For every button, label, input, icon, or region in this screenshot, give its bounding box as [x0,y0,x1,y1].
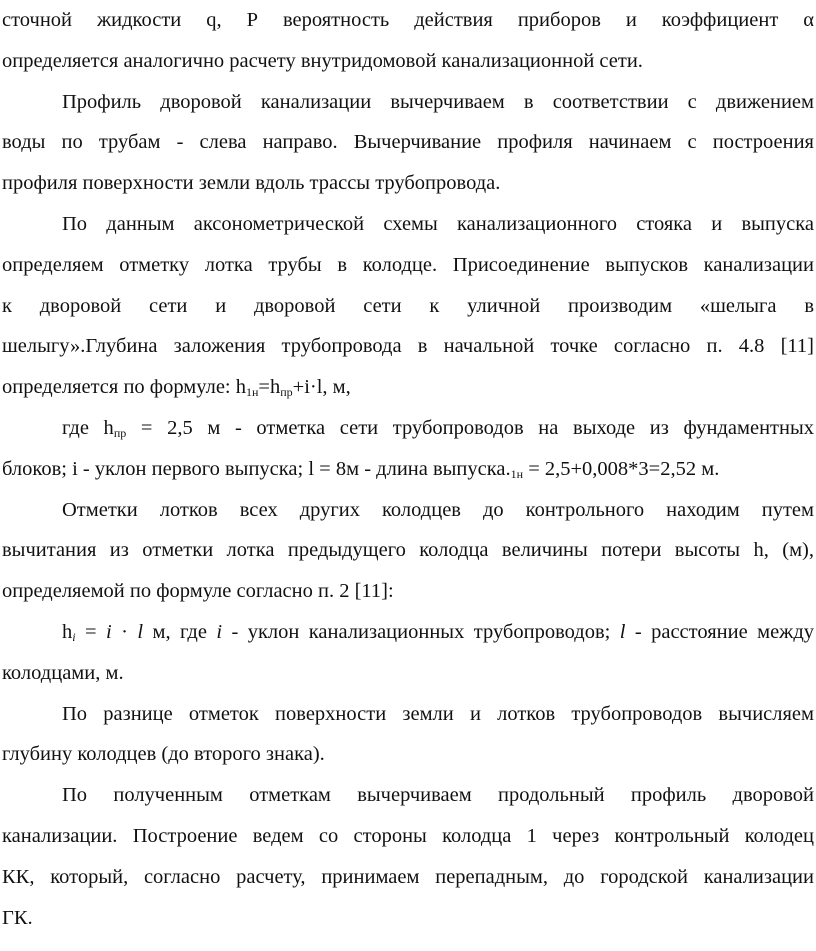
text-line: Профиль дворовой канализации вычерчиваем в соответствии с движением [62,90,814,113]
text-line: канализации. Построение ведем со стороны колодца 1 через контрольный колодец [2,824,814,847]
text-line: профиля поверхности земли вдоль трассы трубопровода. [2,172,501,195]
text-line: сточной жидкости q, Р вероятность действия приборов и коэффициент α [2,9,814,31]
text-line: ГК. [2,906,33,929]
formula-line: определяется по формуле: $h_{1н}=h_{пр}+i\cdot l$, м, [2,376,351,400]
paragraph-2 [2,82,814,204]
text-line: определяем отметку лотка трубы в колодце. Присоединение выпусков канализации [2,253,814,276]
text-line: колодцами, м. [2,661,124,684]
paragraph-4 [2,408,814,490]
paragraph-5 [2,490,814,612]
paragraph-6 [2,612,814,694]
text-line: По разнице отметок поверхности земли и лотков трубопроводов вычисляем [62,702,814,725]
text-line: По данным аксонометрической схемы канализационного стояка и выпуска [62,212,814,235]
paragraph-8 [2,775,814,938]
text-line: где $h_{пр} = 2,5$ м - отметка сети трубопроводов на выходе из фундаментных [62,416,814,440]
text-line: Отметки лотков всех других колодцев до контрольного находим путем [62,498,814,521]
text-line: КК, который, согласно расчету, принимаем перепадным, до городской канализации [2,865,814,888]
text-line: определяемой по формуле согласно п. 2 [11]: [2,580,394,603]
paragraph-7 [2,694,814,776]
text-line: По полученным отметкам вычерчиваем продольный профиль дворовой [62,784,814,807]
text-line: глубину колодцев (до второго знака). [2,743,325,766]
text-line: к дворовой сети и дворовой сети к уличной производим «шелыга в [2,294,814,317]
formula-line: $h_i = i \cdot l$ м, где i - уклон канализационных трубопроводов; l - расстояние между [62,620,815,644]
text-line: шелыгу».Глубина заложения трубопровода в начальной точке согласно п. 4.8 [11] [2,335,814,358]
paragraph-3 [2,204,814,408]
text-line: блоков; i - уклон первого выпуска; l = 8м - длина $выпуска._{1н} = 2,5+0,008*3=2,52$ м. [2,457,720,481]
text-line: воды по трубам - слева направо. Вычерчивание профиля начинаем с построения [2,131,814,154]
text-line: определяется аналогично расчету внутридомовой канализационной сети. [2,49,643,72]
text-line: вычитания из отметки лотка предыдущего колодца величины потери высоты h, (м), [2,539,814,562]
paragraph-1 [2,0,814,82]
